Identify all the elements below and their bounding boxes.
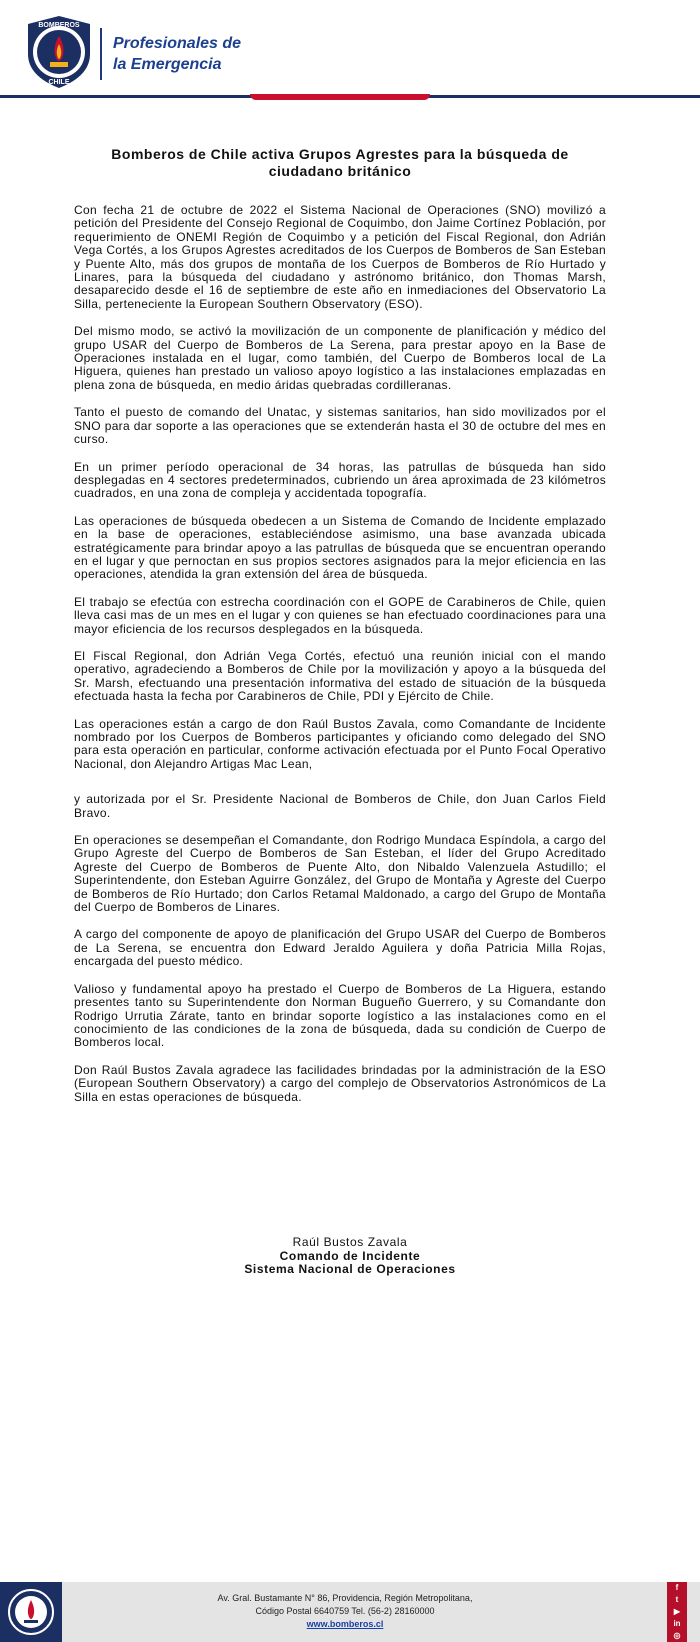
signature-name: Raúl Bustos Zavala: [292, 1235, 408, 1249]
paragraph-8: Las operaciones están a cargo de don Raúl Bustos Zavala, como Comandante de Incidente nombrado por los Cuerpos de Bomberos participantes y oficiando como delegado del SNO para esta operación en particular, conforme activación efectuada por el Punto Focal Operativo Nacional, don Alejandro Artigas Mac Lean,: [74, 716, 606, 771]
paragraph-4: En un primer período operacional de 34 horas, las patrullas de búsqueda han sido desplegadas en 4 sectores predeterminados, cubriendo un área aproximada de 23 kilómetros cuadrados, en una zona de compleja y accidentada topografía.: [74, 459, 606, 501]
paragraph-7: El Fiscal Regional, don Adrián Vega Cortés, efectuó una reunión inicial con el mando operativo, agradeciendo a Bomberos de Chile por la movilización y apoyo a la búsqueda del Sr. Marsh, efectuando una presentación informativa del estado de situación de la búsqueda efectuada hasta la fecha por Carabineros de Chile, PDI y Ejército de Chile.: [74, 648, 606, 704]
signature-organization: Sistema Nacional de Operaciones: [244, 1262, 456, 1276]
tagline-line1: Profesionales de: [113, 35, 242, 52]
paragraph-5: Las operaciones de búsqueda obedecen a un Sistema de Comando de Incidente emplazado en la base de operaciones, estableciéndose asimismo, una base avanzada ubicada estratégicamente para brindar apoyo a las patrullas de búsqueda que se encuentran operando en el lugar y que pernoctan en sus propios sectores asignados para la mejor eficiencia en las operaciones, atendida la gran extensión del área de búsqueda.: [74, 513, 606, 582]
bomberos-logo-icon: [24, 14, 94, 90]
footer-logo-icon: [6, 1586, 56, 1638]
paragraph-1: Con fecha 21 de octubre de 2022 el Sistema Nacional de Operaciones (SNO) movilizó a petición del Presidente del Consejo Regional de Coquimbo, don Jaime Cortínez Población, por requerimiento de ONEMI Región de Coquimbo y a petición del Fiscal Regional, don Adrián Vega Cortés, a los Grupos Agrestes acreditados de los Cuerpos de Bomberos de San Esteban y Puente Alto, más dos grupos de montaña de los Cuerpos de Bomberos de Río Hurtado y Linares, para la búsqueda del ciudadano y astrónomo británico, don Thomas Marsh, desaparecido desde el 16 de septiembre de este año en inmediaciones del Observatorio La Silla, perteneciente la European Southern Observatory (ESO).: [74, 203, 606, 311]
footer-address: Av. Gral. Bustamante N° 86, Providencia, Región Metropolitana,: [217, 1593, 473, 1603]
logo-text-bottom: CHILE: [48, 79, 70, 86]
linkedin-icon[interactable]: in: [673, 1619, 681, 1628]
signature-role: Comando de Incidente: [279, 1248, 421, 1263]
website-link[interactable]: www.bomberos.cl: [306, 1619, 384, 1629]
footer-contact: [190, 1592, 500, 1631]
paragraph-11: A cargo del componente de apoyo de planificación del Grupo USAR del Cuerpo de Bomberos de La Serena, se encuentra don Edward Jeraldo Aguilera y doña Patricia Milla Rojas, encargada del puesto médico.: [74, 927, 606, 969]
header-accent-bar: [250, 94, 430, 100]
social-bar: [667, 1582, 687, 1642]
paragraph-3: Tanto el puesto de comando del Unatac, y sistemas sanitarios, han sido movilizados por el SNO para dar soporte a las operaciones que se extenderán hasta el 30 de octubre del mes en curso.: [74, 405, 606, 447]
signature-block: [0, 1236, 700, 1277]
page-footer: [0, 1582, 700, 1642]
page-header: [0, 0, 700, 100]
youtube-icon[interactable]: ▶: [673, 1607, 681, 1616]
paragraph-2: Del mismo modo, se activó la movilización de un componente de planificación y médico del grupo USAR del Cuerpo de Bomberos de La Serena, para prestar apoyo en la Base de Operaciones instalada en el lugar, como también, del Cuerpo de Bomberos local de La Higuera, quienes han prestado un valioso apoyo logístico a las instalaciones emplazadas en plena zona de búsqueda, en medio áridas quebradas cordilleranas.: [74, 324, 606, 392]
paragraph-10: En operaciones se desempeñan el Comandante, don Rodrigo Mundaca Espíndola, a cargo del Grupo Agreste del Cuerpo de Bomberos de San Esteban, el líder del Grupo Acreditado Agreste del Cuerpo de Bomberos de Puente Alto, don Nibaldo Valenzuela Astudillo; el Superintendente, don Esteban Aguirre González, del Grupo de Montaña y Agreste del Cuerpo de Bomberos de Río Hurtado; don Carlos Retamal Maldonado, a cargo del Grupo de Montaña del Cuerpo de Bomberos de Linares.: [74, 833, 606, 915]
paragraph-9: y autorizada por el Sr. Presidente Nacional de Bomberos de Chile, don Juan Carlos Field Bravo.: [74, 792, 606, 820]
document-body: [74, 204, 606, 1104]
tagline: [113, 33, 241, 75]
paragraph-12: Valioso y fundamental apoyo ha prestado el Cuerpo de Bomberos de La Higuera, estando presentes tanto su Superintendente don Norman Bugueño Guerrero, y su Comandante don Rodrigo Urrutia Zárate, tanto en brindar soporte logístico a las instalaciones como en el conocimiento de las condiciones de la zona de búsqueda, dada su condición de Cuerpo de Bomberos local.: [74, 981, 606, 1050]
twitter-icon[interactable]: t: [675, 1595, 679, 1604]
tagline-line2: la Emergencia: [113, 56, 222, 73]
press-release: [74, 146, 606, 1118]
footer-postal: Código Postal 6640759 Tel. (56-2) 28160000: [255, 1606, 435, 1616]
footer-logo-box: [0, 1582, 62, 1642]
instagram-icon[interactable]: ◎: [673, 1631, 681, 1640]
document-title: Bomberos de Chile activa Grupos Agrestes para la búsqueda de ciudadano británico: [111, 146, 569, 179]
logo-text-top: BOMBEROS: [38, 22, 80, 29]
header-divider: [100, 28, 102, 80]
paragraph-13: Don Raúl Bustos Zavala agradece las facilidades brindadas por la administración de la ESO (European Southern Observatory) a cargo del complejo de Observatorios Astronómicos de La Silla en estas operaciones de búsqueda.: [74, 1062, 606, 1104]
paragraph-6: El trabajo se efectúa con estrecha coordinación con el GOPE de Carabineros de Chile, quien lleva casi mas de un mes en el lugar y con quienes se han efectuado coordinaciones para una mayor eficiencia de los recursos desplegados en la búsqueda.: [74, 594, 606, 636]
facebook-icon[interactable]: f: [675, 1583, 679, 1592]
